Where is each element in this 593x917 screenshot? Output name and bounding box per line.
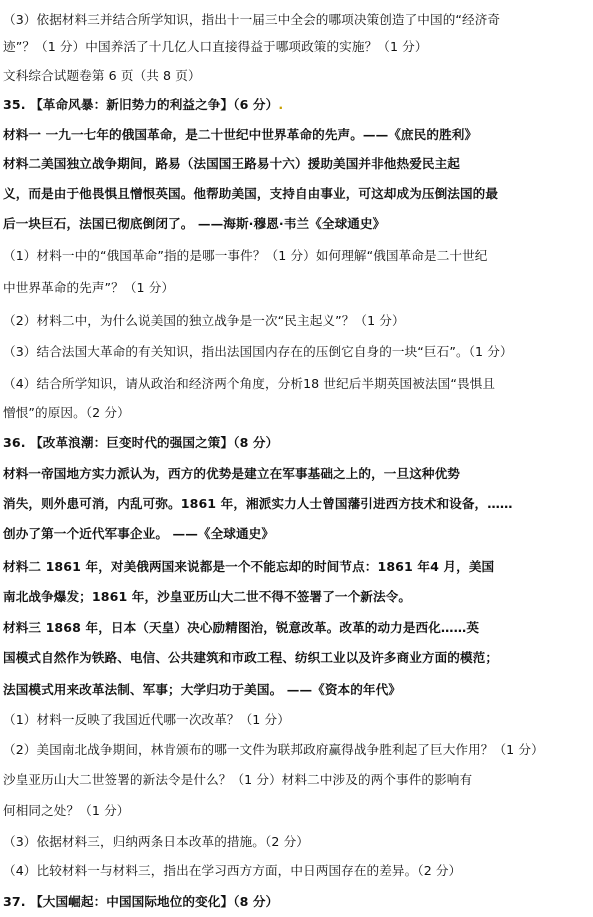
subquestion-line: （4）比较材料一与材料三，指出在学习西方方面，中日两国存在的差异。（2 分）	[3, 863, 462, 878]
text-line: （3）依据材料三并结合所学知识，指出十一届三中全会的哪项决策创造了中国的“经济奇	[3, 12, 501, 27]
material-2-line: 材料二 1861 年，对美俄两国来说都是一个不能忘却的时间节点：1861 年4 月，美国	[3, 559, 495, 574]
material-1-line: 创办了第一个近代军事企业。 ——《全球通史》	[3, 526, 275, 541]
subquestion-line: （3）依据材料三，归纳两条日本改革的措施。（2 分）	[3, 834, 309, 849]
question-35-title: 35. 【革命风暴：新旧势力的利益之争】（6 分）	[3, 97, 279, 112]
material-3-line: 法国模式用来改革法制、军事；大学归功于美国。 ——《资本的年代》	[3, 682, 401, 697]
material-1-line: 材料一帝国地方实力派认为，西方的优势是建立在军事基础之上的，一旦这种优势	[3, 466, 460, 481]
material-2-line: 义，而是由于他畏惧且憎恨英国。他帮助美国，支持自由事业，可这却成为压倒法国的最	[3, 186, 499, 201]
subquestion-line: 中世界革命的先声”？（1 分）	[3, 280, 175, 295]
subquestion-line: 沙皇亚历山大二世签署的新法令是什么？（1 分）材料二中涉及的两个事件的影响有	[3, 772, 473, 787]
subquestion-line: （1）材料一中的“俄国革命”指的是哪一事件？（1 分）如何理解“俄国革命是二十世纪	[3, 248, 488, 263]
subquestion-line: 憎恨”的原因。（2 分）	[3, 405, 130, 420]
subquestion-line: （2）材料二中，为什么说美国的独立战争是一次“民主起义”？（1 分）	[3, 313, 405, 328]
question-36-title: 36. 【改革浪潮：巨变时代的强国之策】（8 分）	[3, 435, 279, 450]
text-line: 迹”？（1 分）中国养活了十几亿人口直接得益于哪项政策的实施？（1 分）	[3, 39, 428, 54]
stray-mark: .	[278, 97, 284, 112]
material-2-line: 南北战争爆发；1861 年，沙皇亚历山大二世不得不签署了一个新法令。	[3, 589, 412, 604]
subquestion-line: （1）材料一反映了我国近代哪一次改革？（1 分）	[3, 712, 290, 727]
material-3-line: 材料三 1868 年，日本（天皇）决心励精图治，锐意改革。改革的动力是西化……英	[3, 620, 480, 635]
question-37-title: 37. 【大国崛起：中国国际地位的变化】（8 分）	[3, 894, 279, 909]
material-1-line: 材料一 一九一七年的俄国革命，是二十世纪中世界革命的先声。——《庶民的胜利》	[3, 127, 478, 142]
material-1-line: 消失，则外患可消，内乱可弥。1861 年，湘派实力人士曾国藩引进西方技术和设备，……	[3, 496, 513, 511]
material-3-line: 国模式自然作为铁路、电信、公共建筑和市政工程、纺织工业以及许多商业方面的模范；	[3, 650, 499, 665]
question-35-heading	[3, 97, 283, 113]
material-2-line: 材料二美国独立战争期间，路易（法国国王路易十六）援助美国并非他热爱民主起	[3, 156, 460, 171]
subquestion-line: （4）结合所学知识，请从政治和经济两个角度，分析18 世纪后半期英国被法国“畏惧且	[3, 376, 496, 391]
subquestion-line: 何相同之处？（1 分）	[3, 803, 130, 818]
subquestion-line: （2）美国南北战争期间，林肯颁布的哪一文件为联邦政府赢得战争胜利起了巨大作用？（1 分）	[3, 742, 544, 757]
material-2-line: 后一块巨石，法国已彻底倒闭了。 ——海斯·穆恩·韦兰《全球通史》	[3, 216, 386, 231]
page-footer-text: 文科综合试题卷第 6 页（共 8 页）	[3, 68, 201, 83]
subquestion-line: （3）结合法国大革命的有关知识，指出法国国内存在的压倒它自身的一块“巨石”。（1 分）	[3, 344, 513, 359]
